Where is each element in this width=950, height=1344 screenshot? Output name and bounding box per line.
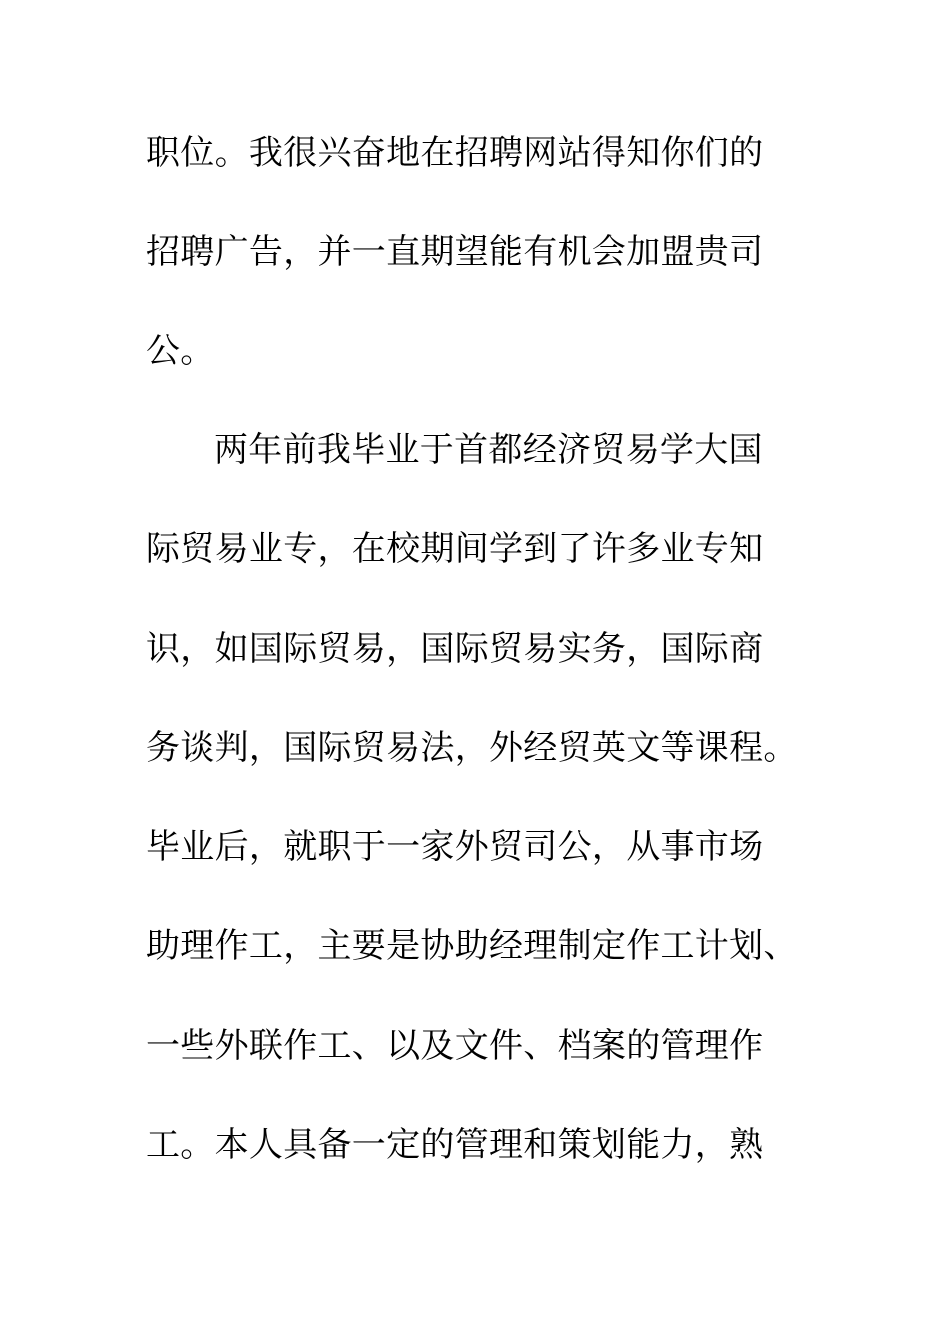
text-line: 职位。我很兴奋地在招聘网站得知你们的 (146, 133, 764, 173)
paragraph-first-line: 两年前我毕业于首都经济贸易学大国 (214, 430, 763, 470)
text-line: 工。本人具备一定的管理和策划能力，熟 (146, 1125, 764, 1165)
text-line: 毕业后，就职于一家外贸司公，从事市场 (146, 827, 764, 867)
text-line: 公。 (146, 331, 215, 371)
text-line: 助理作工，主要是协助经理制定作工计划、 (146, 926, 798, 966)
text-line: 招聘广告，并一直期望能有机会加盟贵司 (146, 232, 764, 272)
text-line: 务谈判，国际贸易法，外经贸英文等课程。 (146, 728, 798, 768)
text-line: 际贸易业专，在校期间学到了许多业专知 (146, 529, 764, 569)
text-line: 一些外联作工、以及文件、档案的管理作 (146, 1026, 764, 1066)
text-line: 识，如国际贸易，国际贸易实务，国际商 (146, 629, 764, 669)
